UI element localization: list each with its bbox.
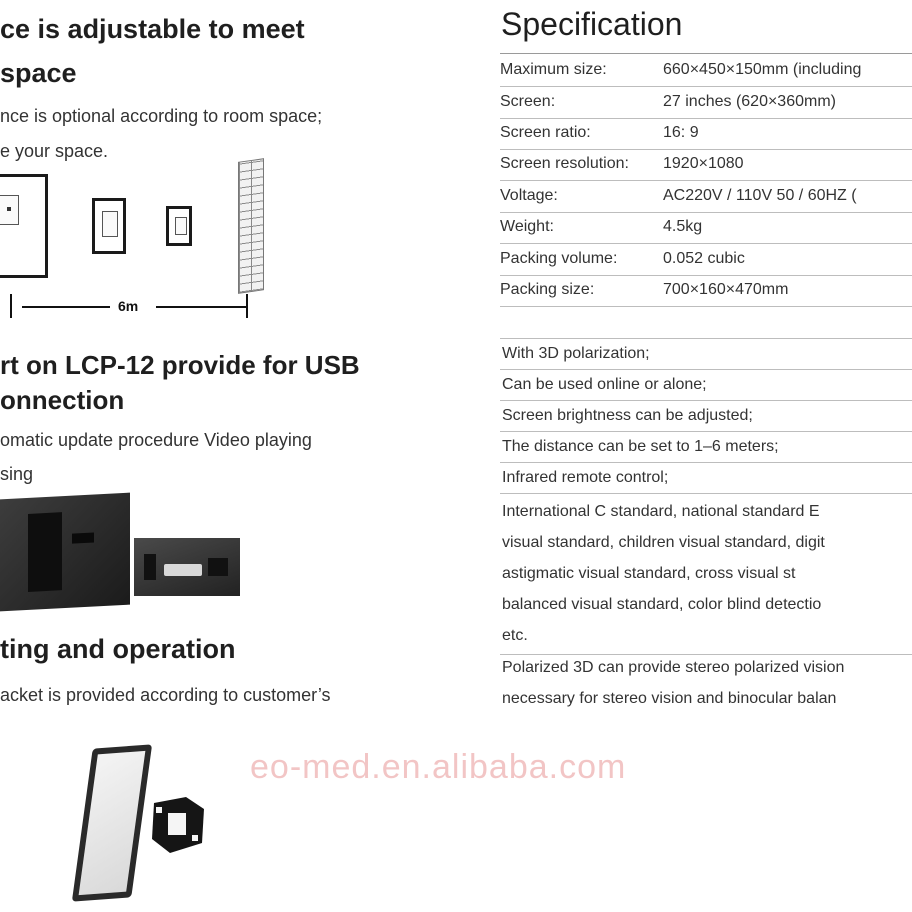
feature-row xyxy=(500,339,912,370)
spec-row xyxy=(500,212,912,244)
section1-text-line2: e your space. xyxy=(0,141,109,161)
spec-key: Voltage: xyxy=(500,187,558,204)
feature-row xyxy=(500,370,912,401)
standards-line: etc. xyxy=(502,627,528,644)
polarized-block xyxy=(500,655,912,718)
standards-line: visual standard, children visual standard, digit xyxy=(502,534,825,551)
brick-wall-icon xyxy=(238,158,264,294)
section2-heading-line2: onnection xyxy=(0,385,125,415)
feature-text: Can be used online or alone; xyxy=(502,376,707,393)
spec-value: 700×160×470mm xyxy=(663,281,789,298)
feature-row xyxy=(500,463,912,494)
spec-value: 4.5kg xyxy=(663,218,703,235)
feature-text: Screen brightness can be adjusted; xyxy=(502,407,753,424)
standards-block xyxy=(500,494,912,655)
spec-value: AC220V / 110V 50 / 60HZ ( xyxy=(663,187,857,204)
standards-line: International C standard, national standard E xyxy=(502,503,820,520)
spec-row xyxy=(500,275,912,307)
usb-port-photo xyxy=(134,538,240,596)
distance-end-tick xyxy=(246,294,248,318)
feature-row xyxy=(500,401,912,432)
spec-key: Weight: xyxy=(500,218,554,235)
spec-value: 1920×1080 xyxy=(663,155,744,172)
distance-label: 6m xyxy=(118,298,139,314)
wall-bracket-icon xyxy=(146,795,212,857)
spec-key: Screen: xyxy=(500,93,556,110)
section3-text-line1: acket is provided according to customer’s xyxy=(0,685,331,705)
wall-mounted-monitor-icon xyxy=(72,744,152,901)
standards-line: balanced visual standard, color blind detectio xyxy=(502,596,822,613)
section1-heading-line2: space xyxy=(0,58,77,88)
spec-row xyxy=(500,55,912,87)
feature-text: The distance can be set to 1–6 meters; xyxy=(502,438,779,455)
monitor-back-photo xyxy=(0,493,130,612)
spec-value: 660×450×150mm (including xyxy=(663,61,862,78)
spec-row xyxy=(500,87,912,119)
feature-row xyxy=(500,432,912,463)
spec-key: Packing volume: xyxy=(500,250,618,267)
polarized-line: necessary for stereo vision and binocular balan xyxy=(502,690,837,707)
section2-text-line2: sing xyxy=(0,464,34,484)
spec-key: Screen resolution: xyxy=(500,155,629,172)
spec-value: 16: 9 xyxy=(663,124,699,141)
feature-text: With 3D polarization; xyxy=(502,345,650,362)
distance-illustration xyxy=(0,160,270,325)
spec-row xyxy=(500,118,912,150)
spec-title: Specification xyxy=(501,6,683,42)
spec-key: Screen ratio: xyxy=(500,124,591,141)
standards-line: astigmatic visual standard, cross visual st xyxy=(502,565,796,582)
section2-heading-line1: rt on LCP-12 provide for USB xyxy=(0,350,360,380)
spec-row xyxy=(500,181,912,213)
spec-top-rule xyxy=(500,53,912,54)
spec-key: Packing size: xyxy=(500,281,595,298)
spec-row xyxy=(500,244,912,276)
section1-text-line1: nce is optional according to room space; xyxy=(0,106,323,126)
small-chart-frame xyxy=(166,206,192,246)
section2-text-line1: omatic update procedure Video playing xyxy=(0,430,312,450)
distance-rule-left xyxy=(22,306,110,308)
medium-chart-frame xyxy=(92,198,126,254)
spec-value: 0.052 cubic xyxy=(663,250,745,267)
section1-heading-line1: ce is adjustable to meet xyxy=(0,14,305,44)
section3-heading: ting and operation xyxy=(0,634,236,664)
distance-rule-right xyxy=(156,306,246,308)
watermark: eo-med.en.alibaba.com xyxy=(250,748,627,786)
spec-row xyxy=(500,149,912,181)
feature-text: Infrared remote control; xyxy=(502,469,669,486)
spec-value: 27 inches (620×360mm) xyxy=(663,93,836,110)
large-chart-frame xyxy=(0,174,48,278)
polarized-line: Polarized 3D can provide stereo polarized vision xyxy=(502,659,845,676)
spec-key: Maximum size: xyxy=(500,61,607,78)
distance-start-tick xyxy=(10,294,12,318)
usb-stick-icon xyxy=(164,564,202,576)
